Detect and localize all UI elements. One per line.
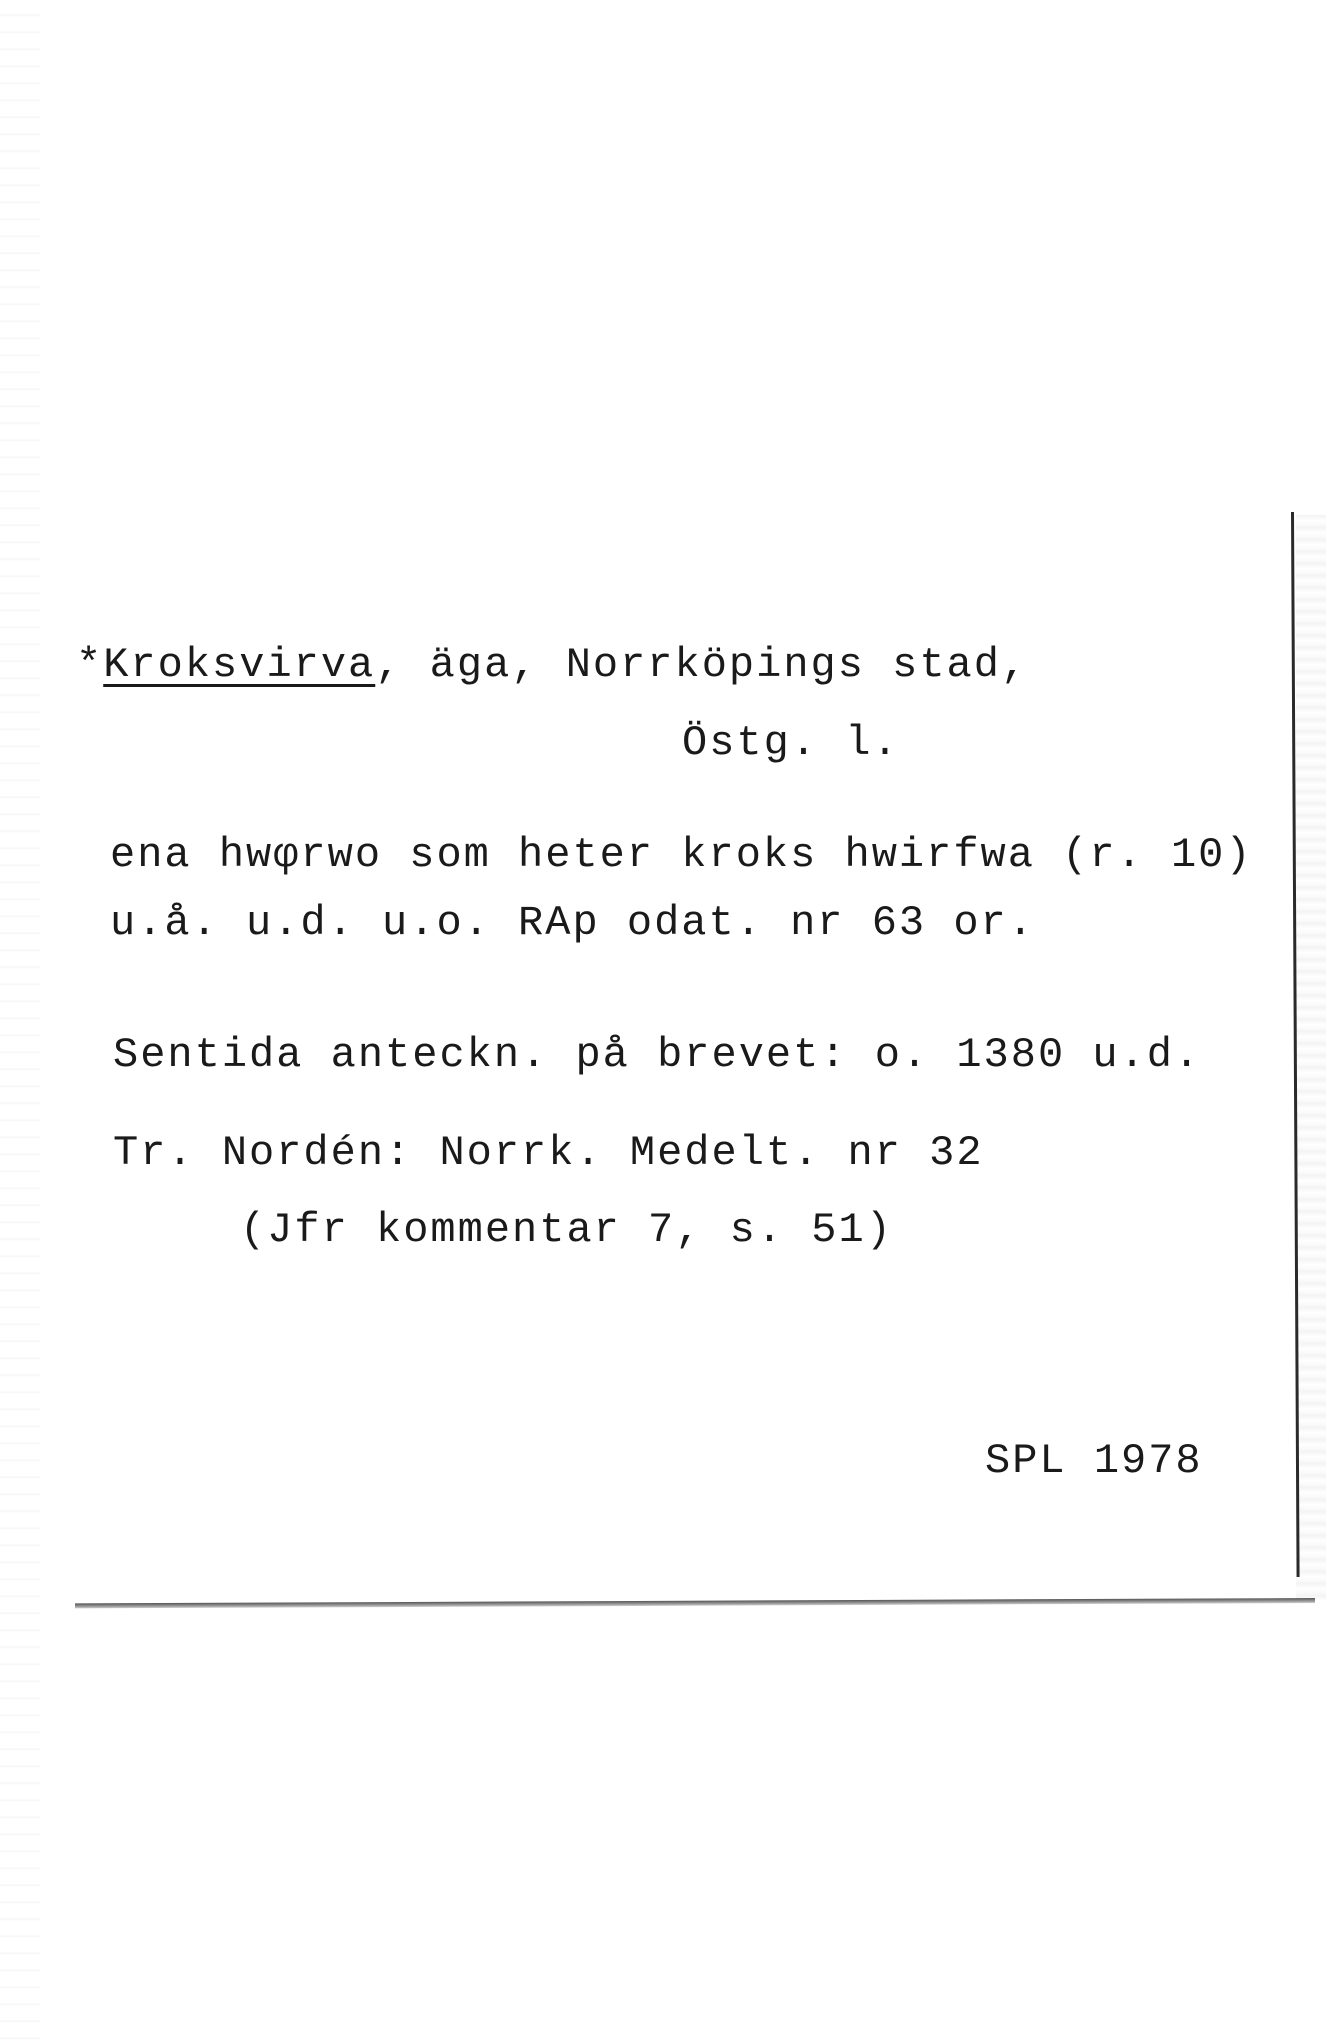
quote-line-1: ena hwφrwo som heter kroks hwirfwa (r. 10) [110, 831, 1253, 879]
card-bottom-edge [75, 1598, 1315, 1608]
quote-line-2: u.å. u.d. u.o. RAp odat. nr 63 or. [110, 899, 1035, 947]
card-shadow [1296, 515, 1326, 1600]
region-line: Östg. l. [682, 719, 900, 767]
headword: Kroksvirva [103, 641, 376, 689]
print-line-2: (Jfr kommentar 7, s. 51) [240, 1206, 893, 1254]
headword-description: , äga, Norrköpings stad, [375, 641, 1029, 689]
note-line: Sentida anteckn. på brevet: o. 1380 u.d. [113, 1031, 1202, 1079]
headword-line [76, 640, 1028, 690]
signature: SPL 1978 [985, 1437, 1203, 1485]
headword-star: * [76, 641, 104, 689]
print-line-1: Tr. Nordén: Norrk. Medelt. nr 32 [113, 1129, 984, 1177]
scan-noise [0, 0, 40, 2041]
